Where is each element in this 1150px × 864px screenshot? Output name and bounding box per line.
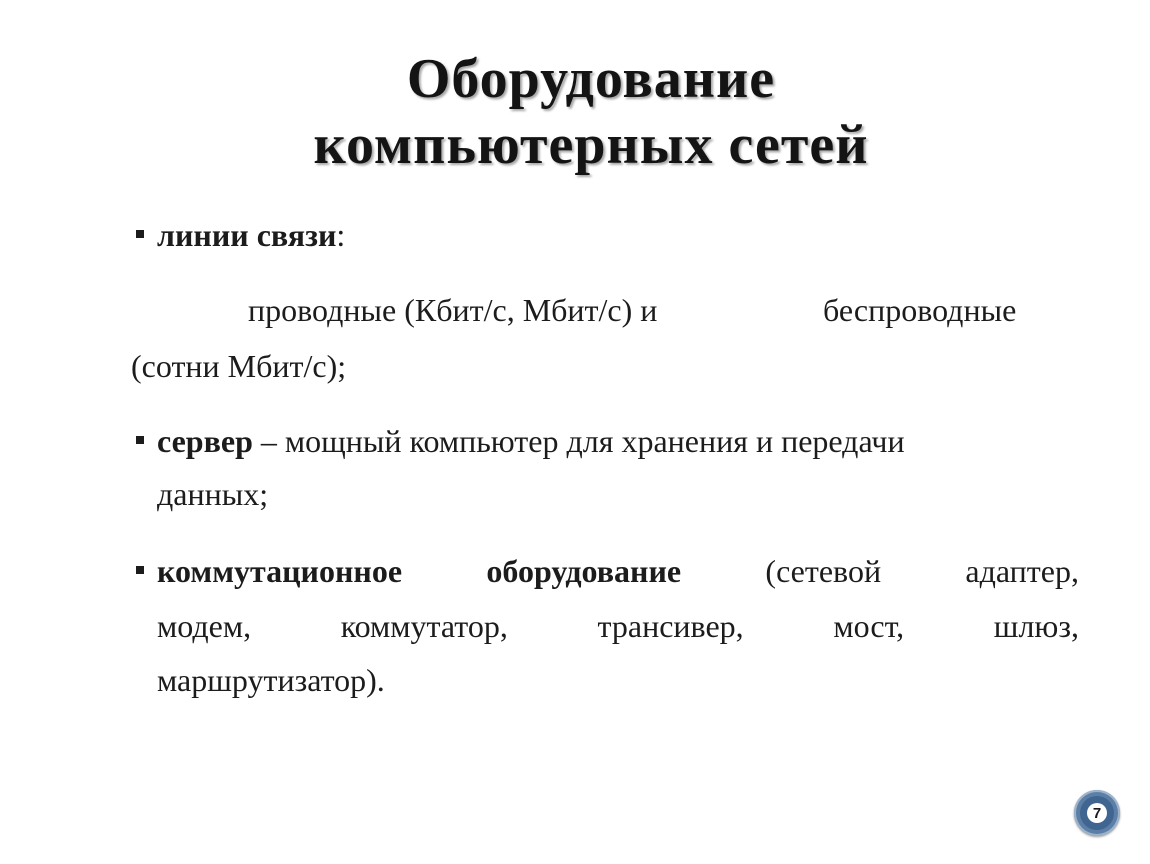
- item-1-line-1: [157, 209, 345, 261]
- slide-title-line-1: Оборудование: [406, 48, 776, 110]
- item-3-word: (сетевой: [765, 553, 882, 589]
- item-1-line-2-left: проводные (Кбит/с, Мбит/с) и: [248, 292, 658, 328]
- item-3-term-2: оборудование: [486, 553, 682, 589]
- page-number-badge: [1074, 790, 1120, 836]
- item-3-word: коммутатор,: [340, 608, 508, 644]
- slide-title: [0, 46, 1150, 178]
- item-2-term: сервер: [157, 423, 253, 459]
- item-1-line-3: (сотни Мбит/с);: [131, 348, 347, 384]
- item-1-colon: :: [336, 217, 346, 253]
- item-2-line-2: данных;: [157, 476, 269, 512]
- item-3-term-1: коммутационное: [157, 553, 403, 589]
- item-3-word: шлюз,: [993, 608, 1079, 644]
- slide-title-line-2: компьютерных сетей: [313, 114, 869, 176]
- item-3-line-3: маршрутизатор).: [157, 662, 385, 698]
- item-3-word: мост,: [833, 608, 905, 644]
- item-3-line-2: [157, 600, 1079, 652]
- item-3-word: адаптер,: [965, 553, 1079, 589]
- bullet-marker: [136, 230, 144, 238]
- item-3-line-1: [157, 545, 1079, 597]
- item-2-description: – мощный компьютер для хранения и передачи: [252, 423, 905, 459]
- bullet-marker: [136, 566, 144, 574]
- page-number: 7: [1087, 803, 1107, 823]
- bullet-marker: [136, 436, 144, 444]
- item-1-line-2-right: беспроводные: [823, 292, 1017, 328]
- item-3-word: модем,: [157, 608, 252, 644]
- item-3-word: трансивер,: [597, 608, 744, 644]
- item-1-term: линии связи: [157, 217, 337, 253]
- item-2-line-1: [157, 415, 905, 467]
